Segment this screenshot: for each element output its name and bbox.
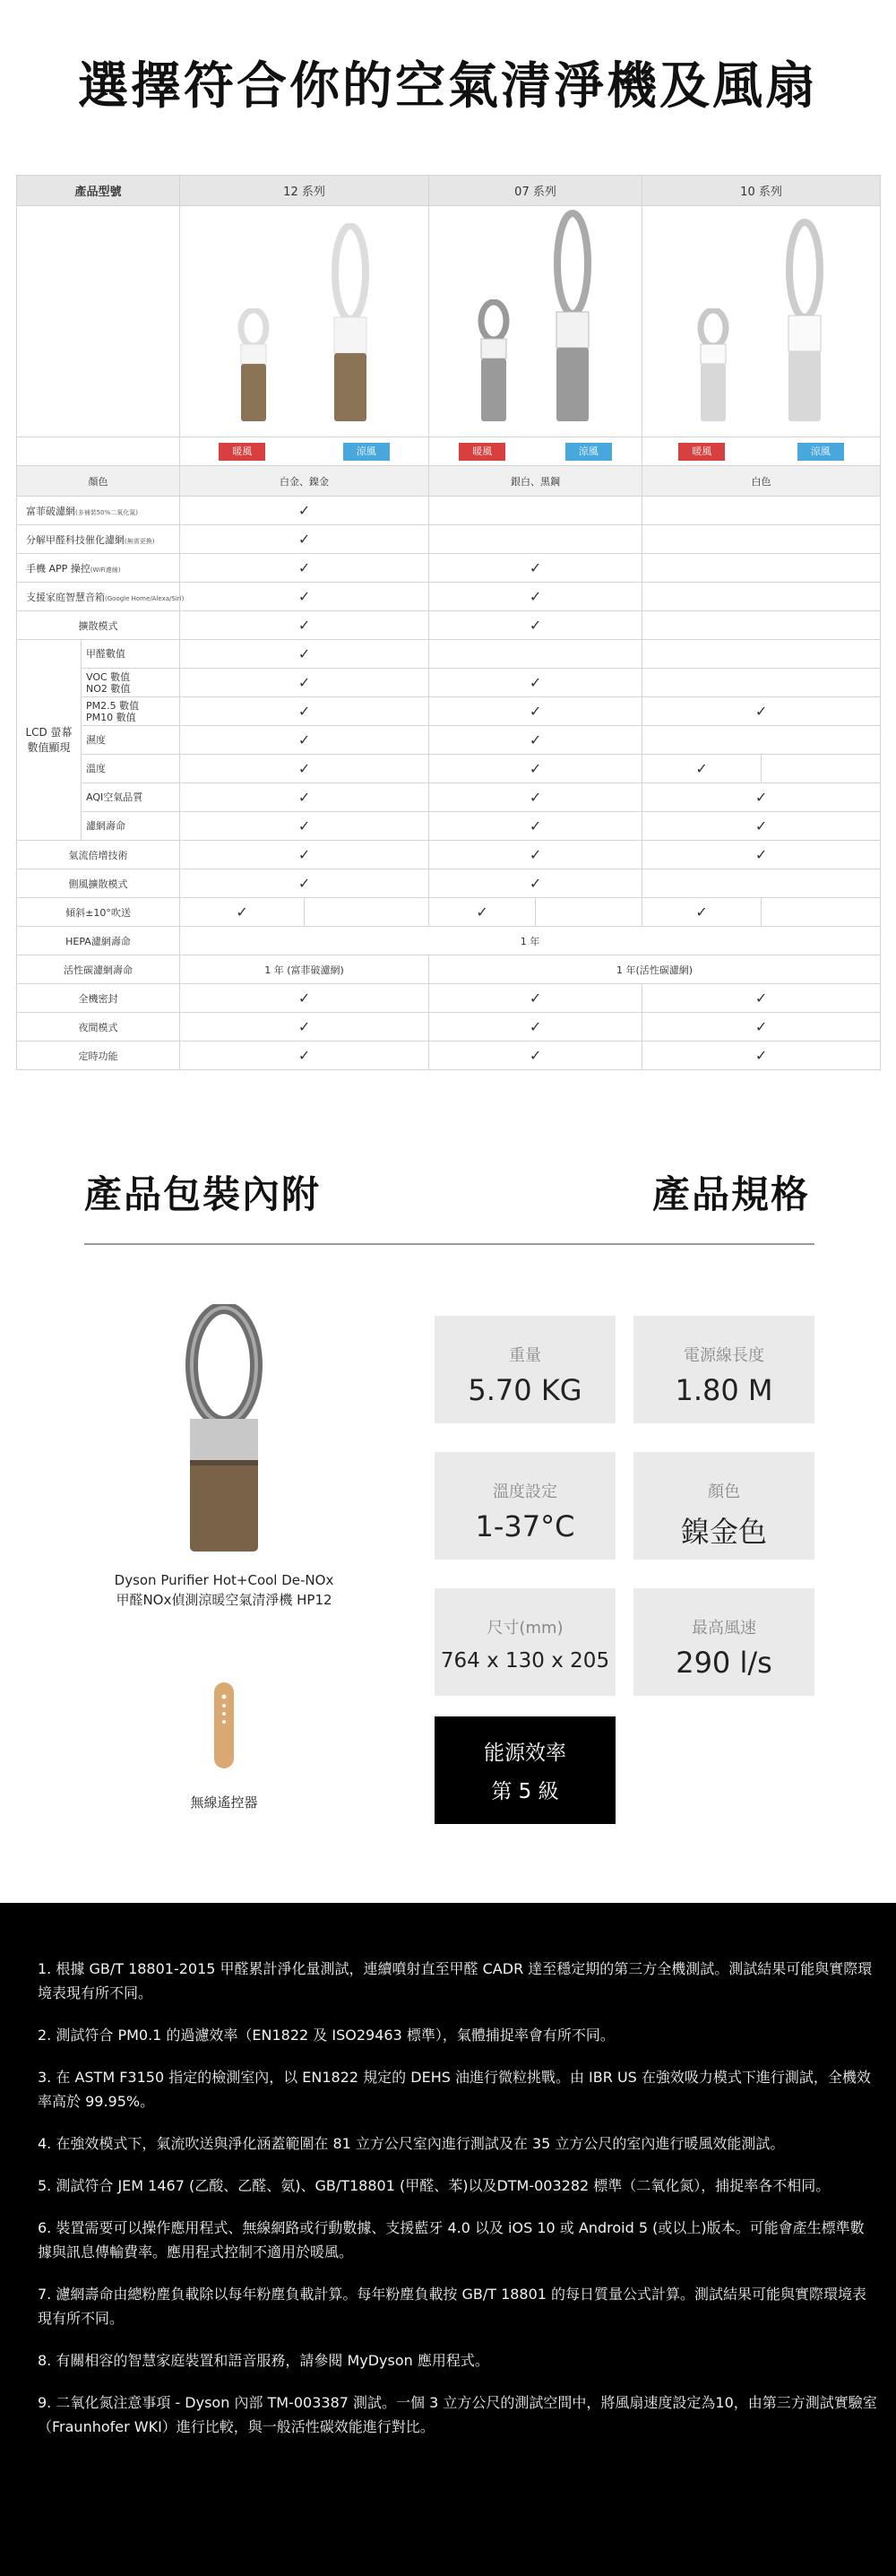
purifier-tall-image xyxy=(550,210,595,425)
spec-card-weight xyxy=(435,1316,616,1423)
spec-label: 溫度設定 xyxy=(493,1482,557,1501)
check-icon: ✓ xyxy=(642,783,881,812)
table-row xyxy=(17,898,881,927)
color-label: 顏色 xyxy=(17,466,180,497)
purifier-product-image xyxy=(175,1304,273,1555)
row-label: 溫度 xyxy=(82,755,180,783)
series-12-image xyxy=(180,206,429,437)
check-icon: ✓ xyxy=(642,1042,881,1070)
check-icon: ✓ xyxy=(180,497,429,525)
footnote: 7. 濾網壽命由總粉塵負載除以每年粉塵負載計算。每年粉塵負載按 GB/T 18801 的每日質量公式計算。測試結果可能與實際環境表現有所不同。 xyxy=(38,2286,867,2327)
row-label: AQI空氣品質 xyxy=(82,783,180,812)
purifier-small-image xyxy=(695,308,731,425)
check-icon: ✓ xyxy=(642,697,881,726)
series-07-color: 銀白、黑鋼 xyxy=(429,466,642,497)
check-icon: ✓ xyxy=(429,554,642,583)
spec-label: 尺寸(mm) xyxy=(487,1619,564,1638)
check-icon: ✓ xyxy=(180,812,429,841)
row-label: 傾斜±10°吹送 xyxy=(17,898,180,927)
check-icon: ✓ xyxy=(180,697,429,726)
check-icon: ✓ xyxy=(429,1013,642,1042)
warm-badge: 暖風 xyxy=(459,443,505,461)
spec-value: 第 5 級 xyxy=(491,1780,559,1803)
table-row xyxy=(17,812,881,841)
lcd-label: LCD 螢幕 數值顯現 xyxy=(17,640,82,841)
spec-card-color xyxy=(633,1452,814,1560)
row-label: 濾網壽命 xyxy=(82,812,180,841)
footnote: 6. 裝置需要可以操作應用程式、無線網路或行動數據、支援藍牙 4.0 以及 iOS 10 或 Android 5 (或以上)版本。可能會產生標準數據與訊息傳輸費率。應用程式控制不適用於暖風。 xyxy=(38,2219,865,2260)
footnote: 4. 在強效模式下，氣流吹送與淨化涵蓋範圍在 81 立方公尺室內進行測試及在 35 立方公尺的室內進行暖風效能測試。 xyxy=(38,2135,785,2152)
table-row xyxy=(17,640,881,669)
table-row xyxy=(17,783,881,812)
spec-label: 重量 xyxy=(509,1346,541,1365)
check-icon: ✓ xyxy=(429,611,642,640)
spec-value: 1.80 M xyxy=(675,1373,773,1407)
check-icon: ✓ xyxy=(180,611,429,640)
row-note: (Google Home/Alexa/Siri) xyxy=(105,594,185,602)
table-row xyxy=(17,841,881,869)
check-icon: ✓ xyxy=(429,583,642,611)
product-name-line2: 甲醛NOx偵測涼暖空氣清淨機 HP12 xyxy=(116,1592,332,1608)
table-row xyxy=(17,554,881,583)
table-row xyxy=(17,611,881,640)
check-icon: ✓ xyxy=(180,726,429,755)
footnotes xyxy=(0,1903,896,2576)
row-note: (WiFi連線) xyxy=(90,566,121,574)
spec-card-size xyxy=(435,1588,616,1696)
check-icon: ✓ xyxy=(180,669,429,697)
footnote: 9. 二氧化氮注意事項 - Dyson 內部 TM-003387 測試。一個 3 立方公尺的測試空間中，將風扇速度設定為10，由第三方測試實驗室（Fraunhofer WKI）進行比較，與一般活性碳效能進行對比。 xyxy=(38,2394,877,2435)
table-row xyxy=(17,525,881,554)
page-title: 選擇符合你的空氣清淨機及風扇 xyxy=(78,57,818,116)
spec-card-cord xyxy=(633,1316,814,1423)
package-title: 產品包裝內附 xyxy=(84,1172,322,1216)
table-row xyxy=(17,697,881,726)
purifier-tall-image xyxy=(782,219,827,425)
check-icon: ✓ xyxy=(429,726,642,755)
footnote: 3. 在 ASTM F3150 指定的檢測室內，以 EN1822 規定的 DEHS 油進行微粒挑戰。由 IBR US 在強效吸力模式下進行測試，全機效率高於 99.95%。 xyxy=(38,2069,871,2110)
check-icon: ✓ xyxy=(642,984,881,1013)
table-row xyxy=(17,955,881,984)
carbon-life-12: 1 年 (富菲破濾網) xyxy=(180,955,429,984)
check-icon: ✓ xyxy=(180,1042,429,1070)
spec-value: 1-37°C xyxy=(475,1509,575,1543)
model-header-label: 產品型號 xyxy=(17,176,180,206)
product-name xyxy=(0,1570,448,1610)
footnote: 2. 測試符合 PM0.1 的過濾效率（EN1822 及 ISO29463 標準），氣體捕捉率會有所不同。 xyxy=(38,2027,615,2044)
row-label: PM2.5 數值 PM10 數值 xyxy=(82,697,180,726)
row-label: 活性碳濾網壽命 xyxy=(17,955,180,984)
check-icon: ✓ xyxy=(642,1013,881,1042)
check-icon: ✓ xyxy=(180,755,429,783)
table-row xyxy=(17,726,881,755)
check-icon: ✓ xyxy=(429,1042,642,1070)
check-icon: ✓ xyxy=(180,554,429,583)
check-icon: ✓ xyxy=(429,869,642,898)
check-icon: ✓ xyxy=(429,898,536,927)
row-label: 濕度 xyxy=(82,726,180,755)
check-icon: ✓ xyxy=(180,984,429,1013)
check-icon: ✓ xyxy=(180,841,429,869)
check-icon: ✓ xyxy=(180,898,305,927)
spec-card-airflow xyxy=(633,1588,814,1696)
spec-value: 290 l/s xyxy=(676,1646,772,1680)
table-row xyxy=(17,1013,881,1042)
check-icon: ✓ xyxy=(180,1013,429,1042)
check-icon: ✓ xyxy=(180,525,429,554)
row-note: (多補裝50%二氧化氮) xyxy=(75,508,139,516)
check-icon: ✓ xyxy=(429,755,642,783)
table-row xyxy=(17,755,881,783)
row-label: 側風擴散模式 xyxy=(17,869,180,898)
row-label: 分解甲醛科技催化濾網 xyxy=(26,533,125,546)
check-icon: ✓ xyxy=(180,783,429,812)
comparison-table xyxy=(16,175,881,1070)
purifier-tall-image xyxy=(328,223,373,425)
row-label: 全機密封 xyxy=(17,984,180,1013)
spec-value: 5.70 KG xyxy=(468,1373,582,1407)
series-10-header: 10 系列 xyxy=(642,176,881,206)
row-label: 擴散模式 xyxy=(17,611,180,640)
check-icon: ✓ xyxy=(180,869,429,898)
row-label: 手機 APP 操控 xyxy=(26,562,90,575)
cool-badge: 涼風 xyxy=(565,443,612,461)
check-icon: ✓ xyxy=(180,640,429,669)
series-12-color: 白金、鎳金 xyxy=(180,466,429,497)
series-07-header: 07 系列 xyxy=(429,176,642,206)
check-icon: ✓ xyxy=(429,984,642,1013)
check-icon: ✓ xyxy=(642,898,762,927)
table-row xyxy=(17,1042,881,1070)
spec-card-temp xyxy=(435,1452,616,1560)
remote-control-image xyxy=(212,1681,236,1770)
warm-badge: 暖風 xyxy=(219,443,265,461)
row-label: 甲醛數值 xyxy=(82,640,180,669)
table-row xyxy=(17,583,881,611)
row-label: VOC 數值 NO2 數值 xyxy=(82,669,180,697)
spec-card-energy xyxy=(435,1716,616,1824)
remote-label: 無線遙控器 xyxy=(190,1794,258,1811)
check-icon: ✓ xyxy=(642,755,762,783)
row-label: 氣流倍增技術 xyxy=(17,841,180,869)
spec-value: 鎳金色 xyxy=(680,1515,767,1549)
row-label: 定時功能 xyxy=(17,1042,180,1070)
cool-badge: 涼風 xyxy=(343,443,390,461)
footnote: 8. 有關相容的智慧家庭裝置和語音服務，請參閱 MyDyson 應用程式。 xyxy=(38,2352,489,2369)
row-label: 夜間模式 xyxy=(17,1013,180,1042)
check-icon: ✓ xyxy=(642,812,881,841)
row-label: 富菲破濾網 xyxy=(26,505,75,517)
purifier-small-image xyxy=(236,308,271,425)
mode-row xyxy=(17,437,881,466)
check-icon: ✓ xyxy=(180,583,429,611)
check-icon: ✓ xyxy=(429,812,642,841)
footnote: 1. 根據 GB/T 18801-2015 甲醛累計淨化量測試，連續噴射直至甲醛 CADR 達至穩定期的第三方全機測試。測試結果可能與實際環境表現有所不同。 xyxy=(38,1960,873,2001)
check-icon: ✓ xyxy=(642,841,881,869)
check-icon: ✓ xyxy=(429,669,642,697)
table-header-row xyxy=(17,176,881,206)
table-row xyxy=(17,927,881,955)
row-label: HEPA濾網壽命 xyxy=(17,927,180,955)
check-icon: ✓ xyxy=(429,841,642,869)
footnote: 5. 測試符合 JEM 1467 (乙酸、乙醛、氨)、GB/T18801 (甲醛、苯)以及DTM-003282 標準（二氧化氮），捕捉率各不相同。 xyxy=(38,2177,831,2194)
series-12-header: 12 系列 xyxy=(180,176,429,206)
table-row xyxy=(17,497,881,525)
spec-title: 產品規格 xyxy=(652,1172,811,1216)
spec-label: 顏色 xyxy=(708,1482,740,1501)
series-10-color: 白色 xyxy=(642,466,881,497)
table-row xyxy=(17,869,881,898)
check-icon: ✓ xyxy=(429,697,642,726)
series-10-image xyxy=(642,206,881,437)
carbon-life-other: 1 年(活性碳濾網) xyxy=(429,955,881,984)
product-name-line1: Dyson Purifier Hot+Cool De-NOx xyxy=(114,1572,334,1588)
table-row xyxy=(17,984,881,1013)
spec-label: 能源效率 xyxy=(484,1742,566,1765)
row-label: 支援家庭智慧音箱 xyxy=(26,591,105,603)
color-row xyxy=(17,466,881,497)
purifier-small-image xyxy=(476,299,512,425)
product-image-row xyxy=(17,206,881,437)
hepa-life-value: 1 年 xyxy=(180,927,881,955)
row-note: (無需更換) xyxy=(125,537,155,545)
section-divider xyxy=(84,1243,814,1245)
cool-badge: 涼風 xyxy=(797,443,844,461)
spec-label: 最高風速 xyxy=(692,1619,756,1638)
spec-value: 764 x 130 x 205 xyxy=(440,1649,610,1673)
series-07-image xyxy=(429,206,642,437)
spec-label: 電源線長度 xyxy=(684,1346,764,1365)
check-icon: ✓ xyxy=(429,783,642,812)
warm-badge: 暖風 xyxy=(678,443,725,461)
table-row xyxy=(17,669,881,697)
